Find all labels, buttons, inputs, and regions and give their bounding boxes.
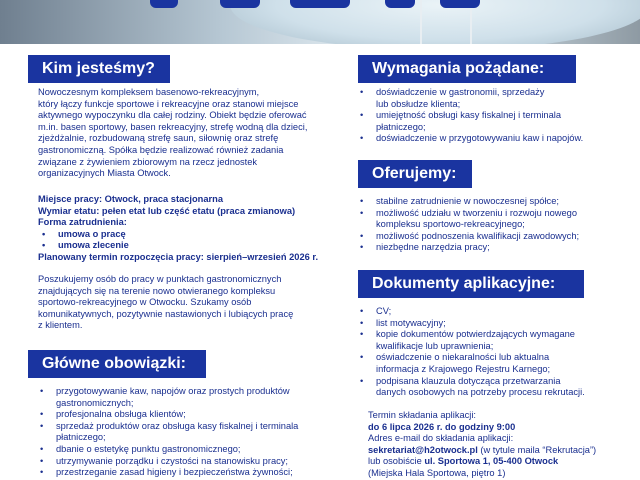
- requirements-list: [358, 87, 630, 145]
- list-item: • umiejętność obsługi kasy fiskalnej i terminala: [358, 110, 630, 122]
- text-line: aktywnego wypoczynku dla całej rodziny. Obiekt będzie oferować: [38, 110, 307, 121]
- employment-form: • umowa o pracę: [38, 229, 328, 241]
- email-note: (w tytule maila “Rekrutacja”): [477, 444, 597, 455]
- offers-list: [358, 196, 630, 254]
- list-item: • oświadczenie o niekaralności lub aktualna: [358, 352, 630, 364]
- kim-details: [38, 194, 328, 264]
- kim-intro: [38, 87, 328, 180]
- text-line: Poszukujemy osób do pracy w punktach gastronomicznych: [38, 274, 282, 284]
- start-date: Planowany termin rozpoczęcia pracy: sierpień–wrzesień 2026 r.: [38, 251, 319, 262]
- employment-form-label: Forma zatrudnienia:: [38, 217, 127, 228]
- email-link[interactable]: sekretariat@h2otwock.pl: [368, 444, 478, 455]
- in-person-prefix: lub osobiście: [368, 456, 425, 467]
- list-item: • możliwość udziału w tworzeniu i rozwoju nowego: [358, 208, 630, 220]
- list-item: • przygotowywanie kaw, napojów oraz prostych produktów: [38, 386, 328, 398]
- list-item: • niezbędne narzędzia pracy;: [358, 242, 630, 254]
- section-header-dokumenty: Dokumenty aplikacyjne:: [358, 270, 584, 298]
- list-item: kwalifikacje lub uprawnienia;: [376, 340, 494, 351]
- text-line: z klientem.: [38, 320, 83, 331]
- list-item: • utrzymywanie porządku i czystości na stanowisku pracy;: [38, 456, 328, 468]
- text-line: m.in. basen sportowy, basen rekreacyjny, strefę wodną dla dzieci,: [38, 121, 308, 132]
- section-header-obowiazki: Główne obowiązki:: [28, 350, 206, 378]
- list-item: • przestrzeganie zasad higieny i bezpieczeństwa żywności;: [38, 467, 328, 479]
- text-line: [368, 456, 636, 468]
- text-line: sportowo-rekreacyjnego w Otwocku. Szukamy osób: [38, 297, 252, 308]
- list-item: lub obsłudze klienta;: [376, 98, 461, 109]
- section-header-wymagania: Wymagania pożądane:: [358, 55, 576, 83]
- email-label: Adres e-mail do składania aplikacji:: [368, 433, 514, 444]
- list-item: • sprzedaż produktów oraz obsługa kasy fiskalnej i terminala: [38, 421, 328, 433]
- list-item: • dbanie o estetykę punktu gastronomicznego;: [38, 444, 328, 456]
- text-line: [368, 445, 636, 457]
- deadline-label: Termin składania aplikacji:: [368, 410, 476, 420]
- text-line: znajdujących się na terenie nowo otwieranego kompleksu: [38, 285, 276, 296]
- duties-list: [38, 386, 328, 479]
- list-item: informacja z Krajowego Rejestru Karnego;: [376, 363, 551, 374]
- address: ul. Sportowa 1, 05-400 Otwock: [424, 456, 559, 467]
- list-item: • doświadczenie w przygotowywaniu kaw i napojów.: [358, 133, 630, 145]
- text-line: Nowoczesnym kompleksem basenowo-rekreacyjnym,: [38, 87, 260, 97]
- text-line: związane z żywieniem zbiorowym na rzecz jednostek: [38, 156, 258, 167]
- list-item: • stabilne zatrudnienie w nowoczesnej spółce;: [358, 196, 630, 208]
- list-item: płatniczego;: [376, 121, 426, 132]
- work-place: Miejsce pracy: Otwock, praca stacjonarna: [38, 194, 223, 204]
- cropped-title-strip: [150, 0, 480, 10]
- list-item: płatniczego;: [56, 432, 106, 443]
- list-item: kompleksu sportowo-rekreacyjnego;: [376, 219, 525, 230]
- list-item: gastronomicznych;: [56, 397, 134, 408]
- text-line: organizacyjnych Miasta Otwock.: [38, 168, 171, 179]
- list-item: • profesjonalna obsługa klientów;: [38, 409, 328, 421]
- documents-list: [358, 306, 630, 399]
- deadline: do 6 lipca 2026 r. do godziny 9:00: [368, 421, 516, 432]
- kim-search: [38, 274, 328, 332]
- section-header-oferujemy: Oferujemy:: [358, 160, 472, 188]
- text-line: zjeżdżalnie, rozbudowaną strefę saun, siłownię oraz strefę: [38, 133, 279, 144]
- list-item: • CV;: [358, 306, 630, 318]
- list-item: • kopie dokumentów potwierdzających wymagane: [358, 329, 630, 341]
- application-info: [368, 410, 636, 480]
- text-line: komunikatywnych, pozytywnie nastawionych i lubiących pracę: [38, 308, 294, 319]
- list-item: • możliwość podnoszenia kwalifikacji zawodowych;: [358, 231, 630, 243]
- text-line: który łączy funkcje sportowe i rekreacyjne oraz stanowi miejsce: [38, 98, 299, 109]
- employment-form: • umowa zlecenie: [38, 240, 328, 252]
- work-time: Wymiar etatu: pełen etat lub część etatu (praca zmianowa): [38, 205, 296, 216]
- location-note: (Miejska Hala Sportowa, piętro 1): [368, 467, 506, 478]
- section-header-kim: Kim jesteśmy?: [28, 55, 170, 83]
- list-item: • doświadczenie w gastronomii, sprzedaży: [358, 87, 630, 99]
- list-item: • podpisana klauzula dotycząca przetwarzania: [358, 376, 630, 388]
- text-line: gastronomiczną. Spółka będzie realizować również zadania: [38, 144, 284, 155]
- list-item: • list motywacyjny;: [358, 318, 630, 330]
- list-item: danych osobowych na potrzeby procesu rekrutacji.: [376, 387, 585, 398]
